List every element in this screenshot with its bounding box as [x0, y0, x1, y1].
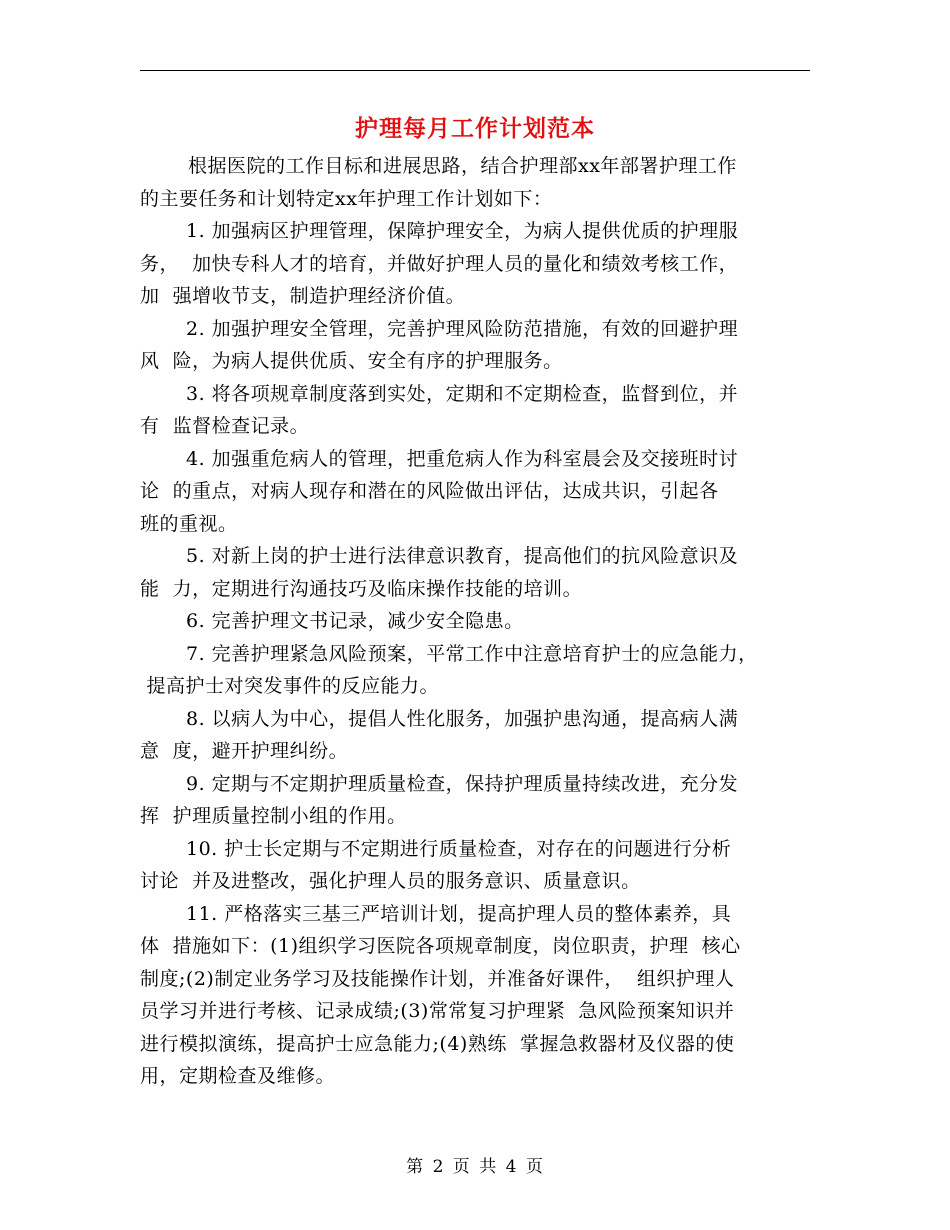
item-1-line-1: 1. 加强病区护理管理，保障护理安全，为病人提供优质的护理服	[186, 220, 739, 242]
item-5-line-2: 能 力，定期进行沟通技巧及临床操作技能的培训。	[140, 577, 583, 600]
item-7-line-2: 提高护士对突发事件的反应能力。	[140, 675, 440, 697]
item-11-line-5: 进行模拟演练，提高护士应急能力;(4)熟练 掌握急救器材及仪器的使	[140, 1032, 735, 1055]
item-4-line-1: 4. 加强重危病人的管理，把重危病人作为科室晨会及交接班时讨	[186, 447, 739, 470]
item-4-line-2: 论 的重点，对病人现存和潜在的风险做出评估，达成共识，引起各	[140, 480, 719, 502]
page-number-footer: 第 2 页 共 4 页	[406, 1157, 544, 1177]
item-5-line-1: 5. 对新上岗的护士进行法律意识教育，提高他们的抗风险意识及	[186, 545, 739, 567]
item-7-line-1: 7. 完善护理紧急风险预案，平常工作中注意培育护士的应急能力，	[186, 642, 758, 665]
header-rule	[140, 70, 810, 71]
item-11-line-1: 11. 严格落实三基三严培训计划，提高护理人员的整体素养，具	[186, 902, 732, 925]
item-11-line-2: 体 措施如下：(1)组织学习医院各项规章制度，岗位职责，护理 核心	[140, 935, 741, 957]
item-2-line-2: 风 险，为病人提供优质、安全有序的护理服务。	[140, 350, 563, 372]
item-3-line-1: 3. 将各项规章制度落到实处，定期和不定期检查，监督到位，并	[186, 382, 739, 405]
item-1-line-3: 加 强增收节支，制造护理经济价值。	[140, 285, 466, 307]
intro-line-2: 的主要任务和计划特定xx年护理工作计划如下：	[140, 187, 553, 210]
item-6-line-1: 6. 完善护理文书记录，减少安全隐患。	[186, 610, 524, 632]
item-11-line-6: 用，定期检查及维修。	[140, 1065, 336, 1087]
intro-line-1: 根据医院的工作目标和进展思路，结合护理部xx年部署护理工作	[188, 155, 737, 177]
item-8-line-2: 意 度，避开护理纠纷。	[140, 740, 349, 762]
item-1-line-2: 务， 加快专科人才的培育，并做好护理人员的量化和绩效考核工作，	[140, 252, 739, 275]
item-10-line-1: 10. 护士长定期与不定期进行质量检查，对存在的问题进行分析	[186, 837, 732, 860]
item-8-line-1: 8. 以病人为中心，提倡人性化服务，加强护患沟通，提高病人满	[186, 707, 739, 730]
item-3-line-2: 有 监督检查记录。	[140, 415, 310, 437]
item-9-line-2: 挥 护理质量控制小组的作用。	[140, 805, 407, 827]
item-9-line-1: 9. 定期与不定期护理质量检查，保持护理质量持续改进，充分发	[186, 772, 739, 795]
item-4-line-3: 班的重视。	[140, 512, 238, 535]
item-2-line-1: 2. 加强护理安全管理，完善护理风险防范措施，有效的回避护理	[186, 317, 739, 340]
item-11-line-4: 员学习并进行考核、记录成绩;(3)常常复习护理紧 急风险预案知识并	[140, 1000, 735, 1022]
item-11-line-3: 制度;(2)制定业务学习及技能操作计划，并准备好课件， 组织护理人	[140, 967, 735, 990]
document-body	[140, 150, 810, 1093]
document-title: 护理每月工作计划范本	[355, 115, 595, 142]
item-10-line-2: 讨论 并及进整改，强化护理人员的服务意识、质量意识。	[140, 870, 641, 892]
